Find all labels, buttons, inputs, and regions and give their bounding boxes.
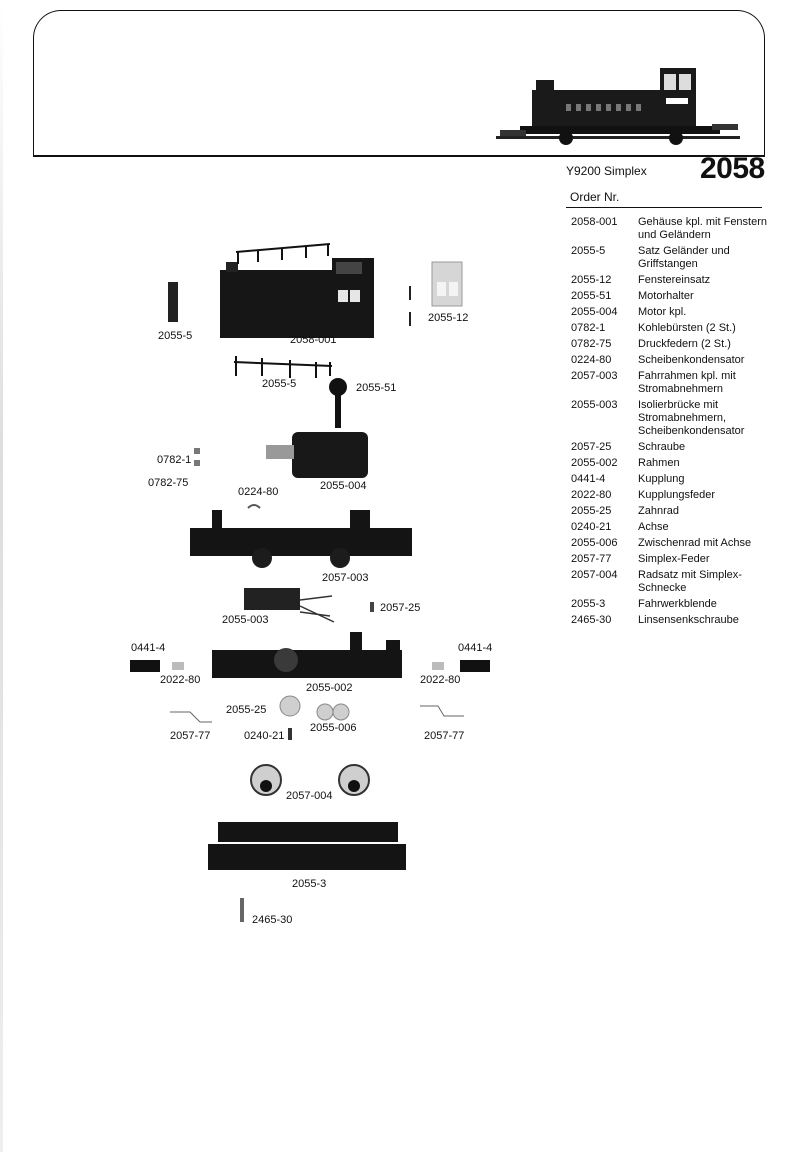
brushes	[194, 448, 200, 466]
label-2055-5: 2055-5	[158, 330, 193, 342]
label-0441-4: 0441-4	[131, 642, 166, 654]
part-description: Zahnrad	[638, 505, 679, 517]
screw-part	[370, 602, 374, 612]
model-subtitle: Y9200 Simplex	[566, 164, 647, 178]
part-description: Radsatz mit Simplex-Schnecke	[638, 569, 742, 594]
label-2058-001: 2058-001	[290, 334, 337, 346]
label-2055-12: 2055-12	[428, 312, 469, 324]
part-code: 2055-003	[571, 399, 618, 411]
label-2055-004: 2055-004	[320, 480, 367, 492]
part-description: Scheibenkondensator	[638, 354, 745, 366]
label-2057-004: 2057-004	[286, 790, 333, 802]
model-number: 2058	[700, 152, 765, 185]
part-description: Kupplungsfeder	[638, 489, 716, 501]
part-code: 2465-30	[571, 614, 612, 626]
frame-assembly	[190, 510, 412, 568]
part-description: Motorhalter	[638, 290, 694, 302]
part-code: 2055-5	[571, 245, 606, 257]
label-2055-5: 2055-5	[262, 378, 297, 390]
part-description: Motor kpl.	[638, 306, 687, 318]
part-description: Rahmen	[638, 457, 680, 469]
label-2465-30: 2465-30	[252, 914, 293, 926]
label-2055-25: 2055-25	[226, 704, 267, 716]
label-2055-006: 2055-006	[310, 722, 357, 734]
part-description: Achse	[638, 521, 669, 533]
part-description: Simplex-Feder	[638, 553, 710, 565]
part-description: Schraube	[638, 441, 686, 453]
part-code: 2058-001	[571, 216, 618, 228]
part-code: 2055-25	[571, 505, 612, 517]
part-description: Druckfedern (2 St.)	[638, 338, 731, 350]
label-0240-21: 0240-21	[244, 730, 285, 742]
label-2022-80: 2022-80	[420, 674, 461, 686]
part-code: 2057-25	[571, 441, 612, 453]
label-2057-003: 2057-003	[322, 572, 369, 584]
body-shell	[220, 258, 374, 338]
part-description: Kohlebürsten (2 St.)	[638, 322, 736, 334]
part-description: Zwischenrad mit Achse	[638, 537, 752, 549]
part-code: 2055-004	[571, 306, 618, 318]
label-2055-002: 2055-002	[306, 682, 353, 694]
label-2057-25: 2057-25	[380, 602, 421, 614]
part-code: 2055-002	[571, 457, 618, 469]
chassis	[212, 632, 402, 678]
label-0782-75: 0782-75	[148, 477, 189, 489]
part-description: Gehäuse kpl. mit Fenstern und Geländern	[638, 216, 768, 241]
part-description: Linsensenkschraube	[638, 614, 739, 626]
label-2057-77: 2057-77	[424, 730, 465, 742]
part-code: 2055-3	[571, 598, 606, 610]
motor	[266, 432, 368, 478]
railing-bottom	[234, 356, 332, 378]
side-frame	[208, 822, 406, 870]
label-0782-1: 0782-1	[157, 454, 192, 466]
handrail-part	[168, 282, 178, 322]
part-code: 2022-80	[571, 489, 612, 501]
part-code: 2055-12	[571, 274, 612, 286]
motor-mount	[329, 378, 347, 428]
order-number-heading: Order Nr.	[570, 190, 620, 204]
part-code: 0224-80	[571, 354, 612, 366]
part-description: Fahrwerkblende	[638, 598, 717, 610]
part-description: Isolierbrücke mit Stromabnehmern, Scheibenkondensator	[638, 399, 745, 437]
label-2055-003: 2055-003	[222, 614, 269, 626]
label-2022-80: 2022-80	[160, 674, 201, 686]
label-0441-4: 0441-4	[458, 642, 493, 654]
railing-top	[236, 244, 330, 264]
screw-part	[240, 898, 244, 922]
part-description: Fahrrahmen kpl. mit Stromabnehmern	[638, 370, 736, 395]
part-code: 2057-77	[571, 553, 612, 565]
capacitor	[248, 505, 260, 508]
part-code: 2057-004	[571, 569, 618, 581]
part-code: 2055-51	[571, 290, 612, 302]
part-description: Fenstereinsatz	[638, 274, 711, 286]
coupler-left	[130, 660, 160, 672]
label-2055-3: 2055-3	[292, 878, 327, 890]
part-code: 2057-003	[571, 370, 618, 382]
part-description: Satz Geländer und Griffstangen	[638, 245, 730, 270]
label-2055-51: 2055-51	[356, 382, 397, 394]
label-2057-77: 2057-77	[170, 730, 211, 742]
part-code: 2055-006	[571, 537, 618, 549]
part-code: 0782-75	[571, 338, 612, 350]
part-description: Kupplung	[638, 473, 685, 485]
coupler-right	[460, 660, 490, 672]
label-0224-80: 0224-80	[238, 486, 279, 498]
part-code: 0782-1	[571, 322, 606, 334]
part-code: 0441-4	[571, 473, 606, 485]
part-code: 0240-21	[571, 521, 612, 533]
